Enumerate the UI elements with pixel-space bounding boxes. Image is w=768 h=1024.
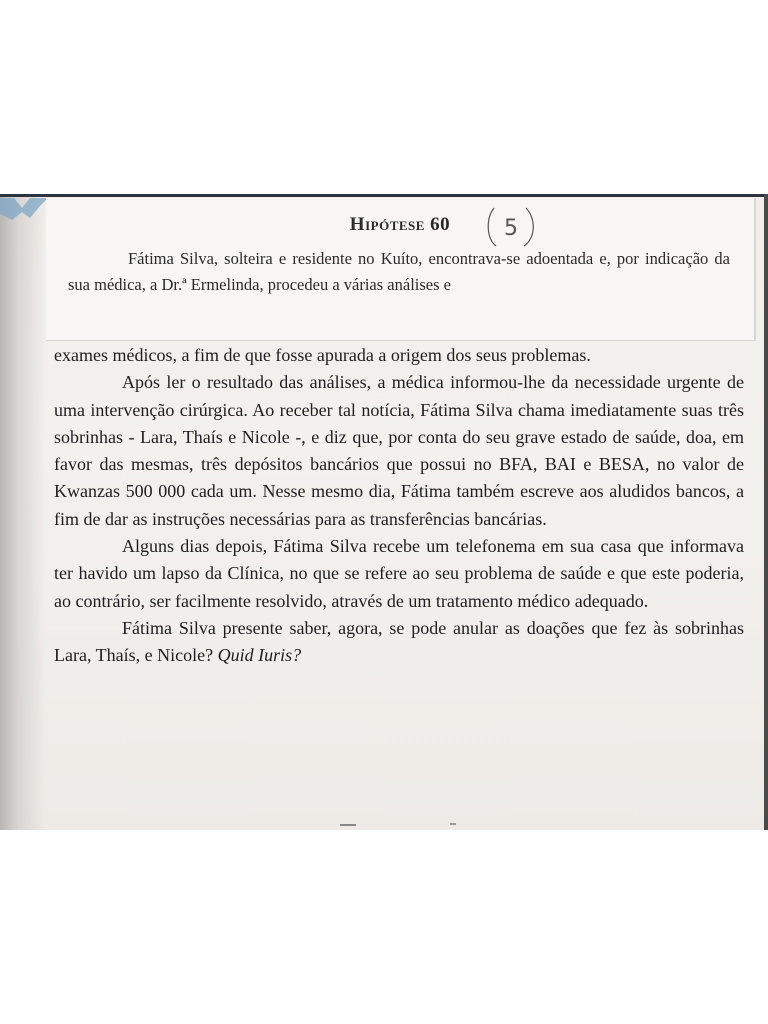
quid-iuris: Quid Iuris? [217, 645, 302, 666]
paragraph-2: Após ler o resultado das análises, a médica informou-lhe da necessidade urgente de uma intervenção cirúrgica. Ao receber tal notícia, Fátima Silva chama imediatamente suas três sobrinhas - Lara, Thaís e Nicole -, e diz que, por conta do seu grave estado de saúde, doa, em favor das mesmas, três depósitos bancários que possui no BFA, BAI e BESA, no valor de Kwanzas 500 000 cada um. Nesse mesmo dia, Fátima também escreve aos aludidos bancos, a fim de dar as instruções necessárias para as transferências bancárias. [54, 372, 744, 529]
document-body [54, 342, 744, 670]
page-title: Hipótese 60 [349, 214, 451, 235]
document-photo [0, 194, 768, 830]
paragraph-3: Alguns dias depois, Fátima Silva recebe um telefonema em sua casa que informava ter havido um lapso da Clínica, no que se refere ao seu problema de saúde e que este poderia, ao contrário, ser facilmente resolvido, através de um tratamento médico adequado. [54, 536, 744, 611]
continuation-line: exames médicos, a fim de que fosse apurada a origem dos seus problemas. [54, 345, 591, 365]
cropped-marks [330, 820, 490, 828]
corner-ornament-icon [0, 194, 50, 224]
page-top-edge [0, 194, 768, 197]
handwritten-annotation [486, 204, 536, 250]
intro-paragraph: Fátima Silva, solteira e residente no Kuíto, encontrava-se adoentada e, por indicação da sua médica, a Dr.ª Ermelinda, procedeu a várias análises e [68, 249, 730, 294]
paragraph-4 [54, 615, 744, 670]
page-right-edge [764, 194, 768, 830]
page-shadow [0, 194, 46, 830]
annotation-text: 5 [504, 216, 518, 241]
hypothesis-header [46, 198, 756, 341]
paragraph-4-text: Fátima Silva presente saber, agora, se pode anular as doações que fez às sobrinhas Lara, Thaís, e Nicole? [54, 617, 744, 666]
